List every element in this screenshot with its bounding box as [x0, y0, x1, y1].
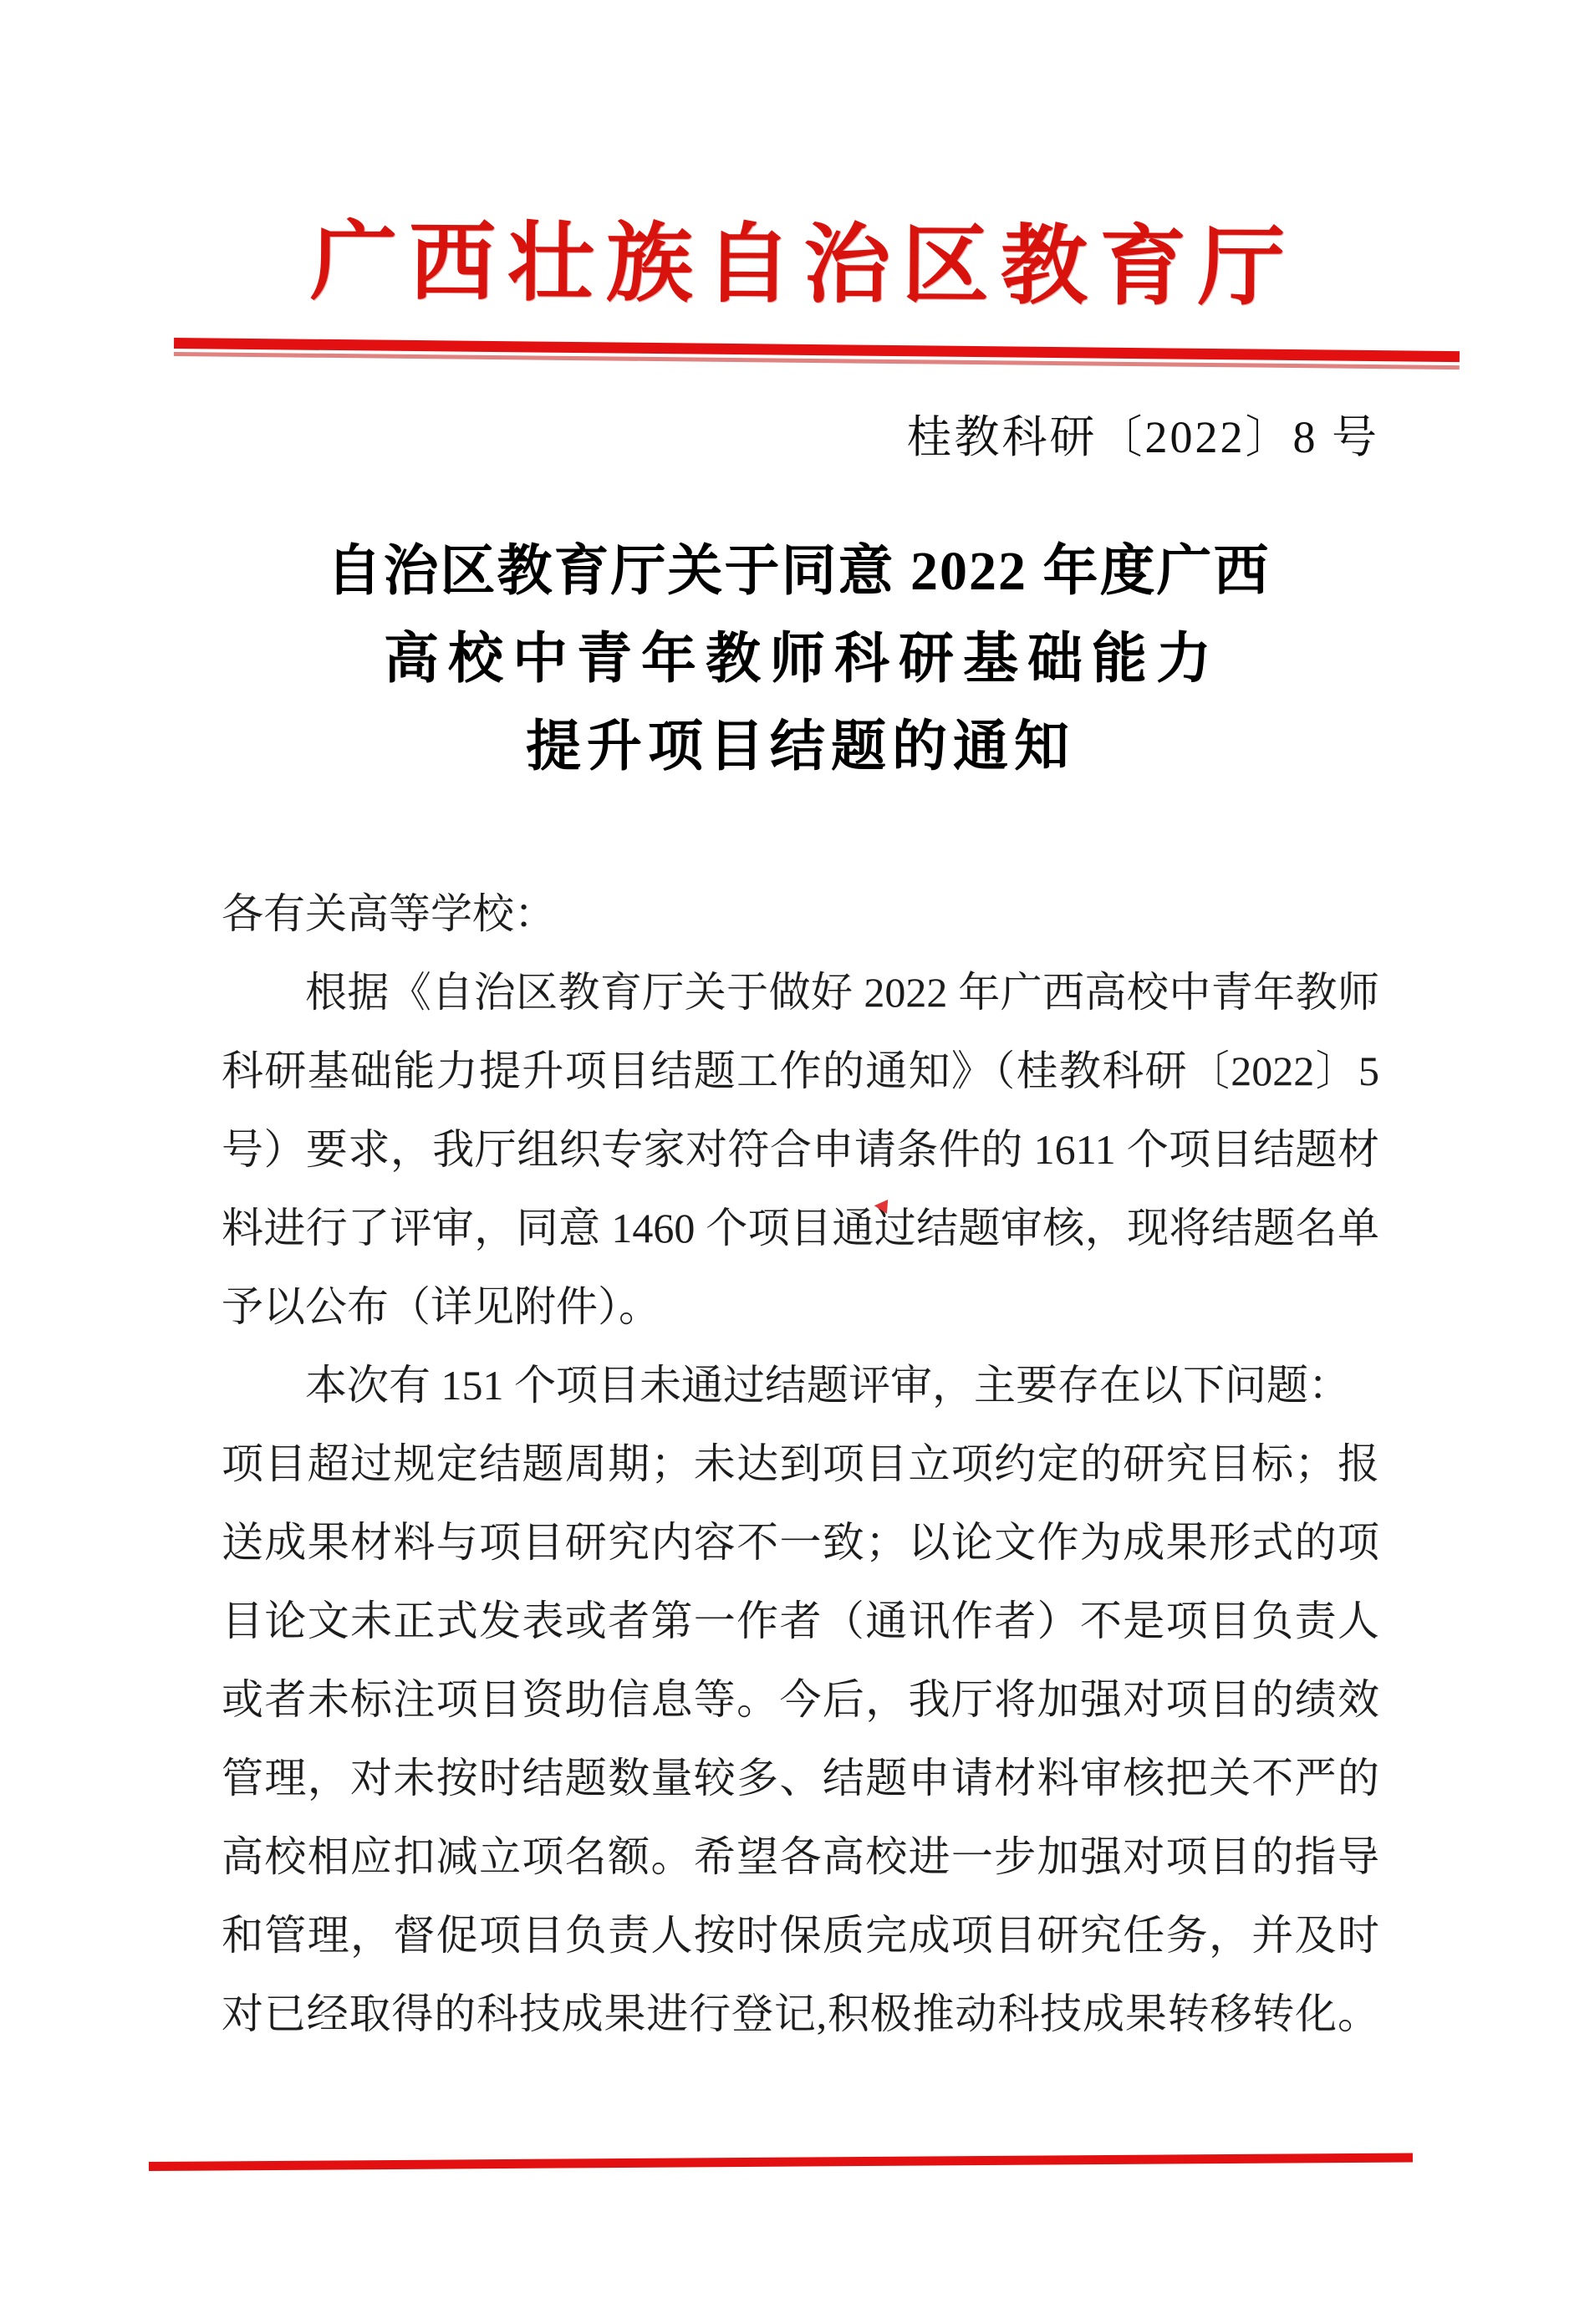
notice-body: [222, 874, 1379, 2053]
footer-separator-rule: [149, 2153, 1413, 2171]
notice-title-line-2: 高校中青年教师科研基础能力: [384, 629, 1220, 690]
notice-title-line-3: 提升项目结题的通知: [526, 716, 1075, 777]
body-line: 科研基础能力提升项目结题工作的通知》（桂教科研〔2022〕5: [222, 1047, 1379, 1094]
body-line: 高校相应扣减立项名额。希望各高校进一步加强对项目的指导: [222, 1833, 1379, 1880]
body-line: 项目超过规定结题周期；未达到项目立项约定的研究目标；报: [222, 1440, 1379, 1487]
body-line: 目论文未正式发表或者第一作者（通讯作者）不是项目负责人: [222, 1598, 1379, 1644]
body-line: 送成果材料与项目研究内容不一致；以论文作为成果形式的项: [222, 1519, 1379, 1566]
body-line: 号）要求，我厅组织专家对符合申请条件的 1611 个项目结题材: [222, 1126, 1379, 1173]
notice-title-line-1: 自治区教育厅关于同意 2022 年度广西: [326, 541, 1271, 602]
body-line: 根据《自治区教育厅关于做好 2022 年广西高校中青年教师: [305, 969, 1379, 1016]
notice-title: [0, 527, 1595, 791]
body-line: 或者未标注项目资助信息等。今后，我厅将加强对项目的绩效: [222, 1676, 1379, 1723]
body-line: 对已经取得的科技成果进行登记,积极推动科技成果转移转化。: [222, 1990, 1379, 2037]
salutation-line: 各有关高等学校：: [222, 890, 556, 937]
body-line: 本次有 151 个项目未通过结题评审，主要存在以下问题：: [305, 1362, 1350, 1409]
body-line: 予以公布（详见附件）。: [222, 1283, 660, 1330]
body-line: 料进行了评审，同意 1460 个项目通过结题审核，现将结题名单: [222, 1205, 1379, 1251]
body-line: 和管理，督促项目负责人按时保质完成项目研究任务，并及时: [222, 1912, 1379, 1959]
letterhead-agency-name: 广西壮族自治区教育厅: [309, 214, 1297, 317]
document-number: 桂教科研〔2022〕8 号: [906, 412, 1379, 462]
letterhead-separator-rule: [174, 338, 1460, 369]
body-line: 管理，对未按时结题数量较多、结题申请材料审核把关不严的: [222, 1755, 1379, 1802]
